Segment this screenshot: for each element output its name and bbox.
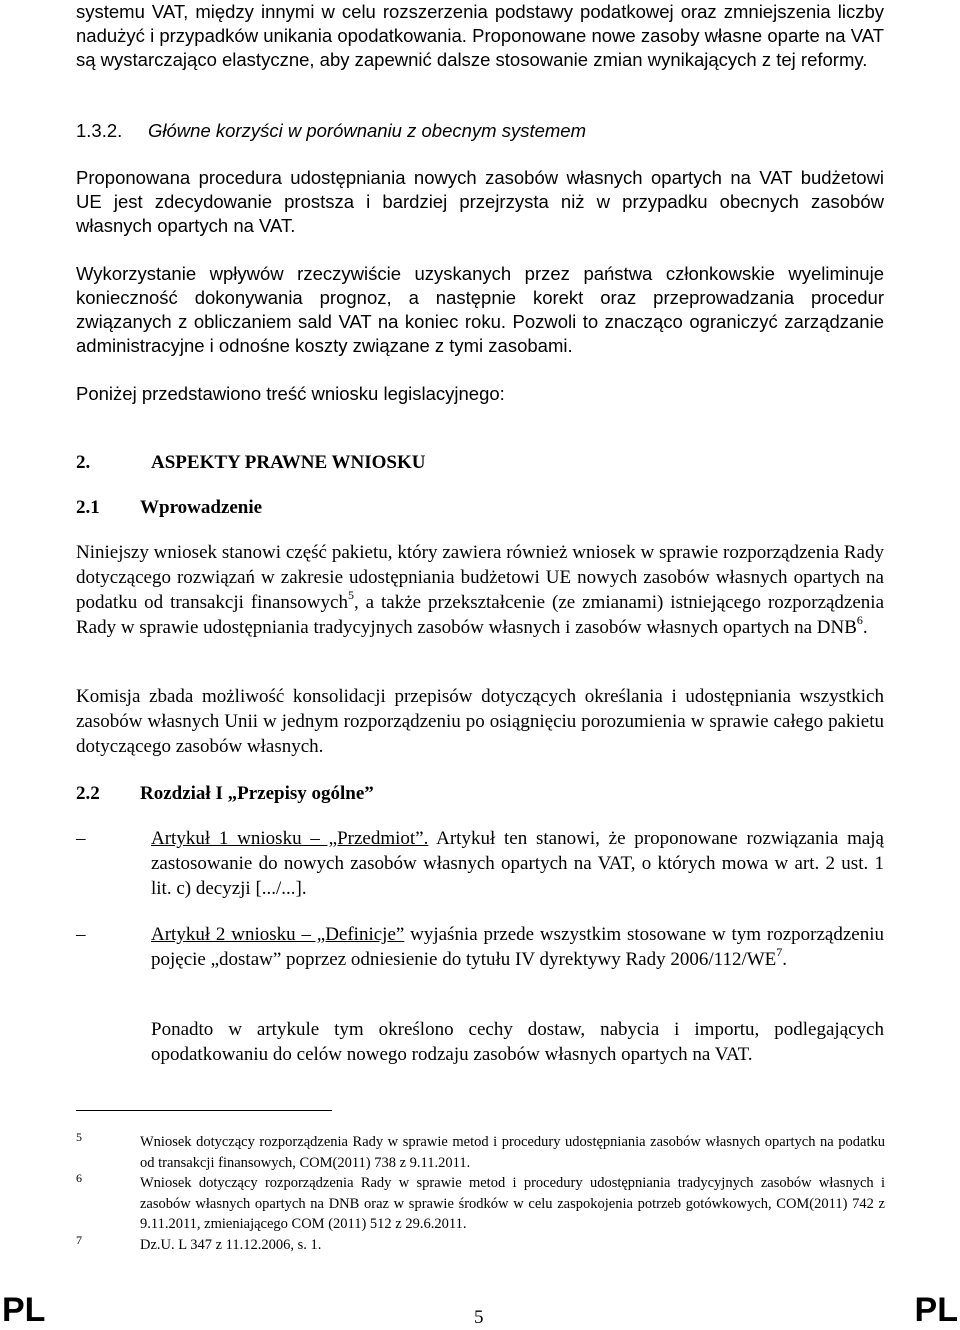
- section-2-2-title: Rozdział I „Przepisy ogólne”: [140, 783, 374, 804]
- footnote-ref-7[interactable]: 7: [776, 944, 783, 959]
- section-2-1-paragraph-1-part-a: Niniejszy wniosek stanowi część pakietu, który zawiera również wniosek w sprawie rozporządzenia Rady dotyczącego rozwiązań w zakresie udostępniania budżetowi UE nowych zasobów własnych opartych na podatku od transakcji finansowych: [76, 542, 884, 613]
- section-1-3-2-paragraph-2: Wykorzystanie wpływów rzeczywiście uzyskanych przez państwa członkowskie wyeliminuje konieczność dokonywania prognoz, a następnie korekt oraz przeprowadzania procedur związanych z obliczaniem sald VAT na koniec roku. Pozwoli to znacząco ograniczyć zarządzanie administracyjne i odnośne koszty związane z tymi zasobami.: [76, 263, 884, 356]
- section-1-3-2-title: Główne korzyści w porównaniu z obecnym systemem: [148, 120, 586, 141]
- section-2-1-paragraph-1: [76, 540, 884, 640]
- list-dash-2: –: [76, 924, 86, 945]
- footnote-7-text: Dz.U. L 347 z 11.12.2006, s. 1.: [140, 1237, 322, 1253]
- intro-paragraph: systemu VAT, między innymi w celu rozszerzenia podstawy podatkowej oraz zmniejszenia liczby nadużyć i przypadków unikania opodatkowania. Proponowane nowe zasoby własne oparte na VAT są wystarczająco elastyczne, aby zapewnić dalsze stosowanie zmian wynikających z tej reformy.: [76, 1, 884, 70]
- footer-language-left: PL: [2, 1291, 46, 1329]
- section-2-1-paragraph-1-part-c: .: [862, 617, 868, 638]
- section-2-2-heading: [76, 781, 374, 806]
- article-1-text: Artykuł ten stanowi, że proponowane rozwiązania mają zastosowanie do nowych zasobów własnych opartych na VAT, o których mowa w art. 2 ust. 1 lit. c) decyzji [.../...].: [151, 828, 884, 899]
- footnote-ref-6[interactable]: 6: [856, 612, 863, 627]
- footnote-number-7: 7: [76, 1233, 82, 1247]
- footnote-number-6: 6: [76, 1171, 82, 1185]
- section-1-3-2-number: 1.3.2.: [76, 120, 123, 141]
- footnote-number-5: 5: [76, 1130, 82, 1144]
- article-1-item: [151, 826, 884, 901]
- footnote-ref-5[interactable]: 5: [347, 587, 354, 602]
- article-2-link[interactable]: Artykuł 2 wniosku – „Definicje”: [151, 924, 405, 945]
- footnote-5-text: Wniosek dotyczący rozporządzenia Rady w sprawie metod i procedury udostępniania zasobów własnych opartych na podatku od transakcji finansowych, COM(2011) 738 z 9.11.2011.: [140, 1134, 885, 1171]
- article-1-link[interactable]: Artykuł 1 wniosku – „Przedmiot”.: [151, 828, 429, 849]
- section-2-number: 2.: [76, 452, 91, 473]
- section-2-1-title: Wprowadzenie: [140, 497, 263, 518]
- list-dash-1: –: [76, 828, 86, 849]
- footnote-6-text: Wniosek dotyczący rozporządzenia Rady w sprawie metod i procedury udostępniania tradycyjnych zasobów własnych i zasobów własnych opartych na DNB oraz w sprawie środków w celu zaspokojenia potrzeb gotówkowych, COM(2011) 742 z 9.11.2011, zmieniającego COM (2011) 512 z 29.6.2011.: [140, 1175, 885, 1232]
- section-2-1-number: 2.1: [76, 497, 100, 518]
- article-2-text-a: wyjaśnia przede wszystkim stosowane w tym rozporządzeniu pojęcie „dostaw” poprzez odniesienie do tytułu IV dyrektywy Rady 2006/112/WE: [151, 924, 884, 970]
- section-2-2-number: 2.2: [76, 783, 100, 804]
- footer-language-right: PL: [914, 1291, 958, 1329]
- page-number: 5: [474, 1307, 484, 1328]
- article-2-paragraph-2: Ponadto w artykule tym określono cechy dostaw, nabycia i importu, podlegających opodatkowaniu do celów nowego rodzaju zasobów własnych opartych na VAT.: [151, 1019, 884, 1065]
- section-2-1-paragraph-2: Komisja zbada możliwość konsolidacji przepisów dotyczących określania i udostępniania wszystkich zasobów własnych Unii w jednym rozporządzeniu po osiągnięciu porozumienia w sprawie całego pakietu dotyczącego zasobów własnych.: [76, 686, 884, 757]
- section-2-title: ASPEKTY PRAWNE WNIOSKU: [151, 452, 426, 473]
- section-2-heading: [76, 450, 426, 475]
- article-2-text-b: .: [782, 949, 788, 970]
- footnote-separator: [76, 1110, 332, 1111]
- section-1-3-2-paragraph-3: Poniżej przedstawiono treść wniosku legislacyjnego:: [76, 383, 505, 404]
- section-2-1-paragraph-1-part-b: , a także przekształcenie (ze zmianami) istniejącego rozporządzenia Rady w sprawie udostępniania tradycyjnych zasobów własnych i zasobów własnych opartych na DNB: [76, 592, 885, 638]
- article-2-item: [151, 922, 884, 972]
- section-1-3-2-paragraph-1: Proponowana procedura udostępniania nowych zasobów własnych opartych na VAT budżetowi UE jest zdecydowanie prostsza i bardziej przejrzysta niż w przypadku obecnych zasobów własnych opartych na VAT.: [76, 167, 884, 236]
- section-2-1-heading: [76, 495, 262, 520]
- section-1-3-2-heading: [76, 119, 586, 143]
